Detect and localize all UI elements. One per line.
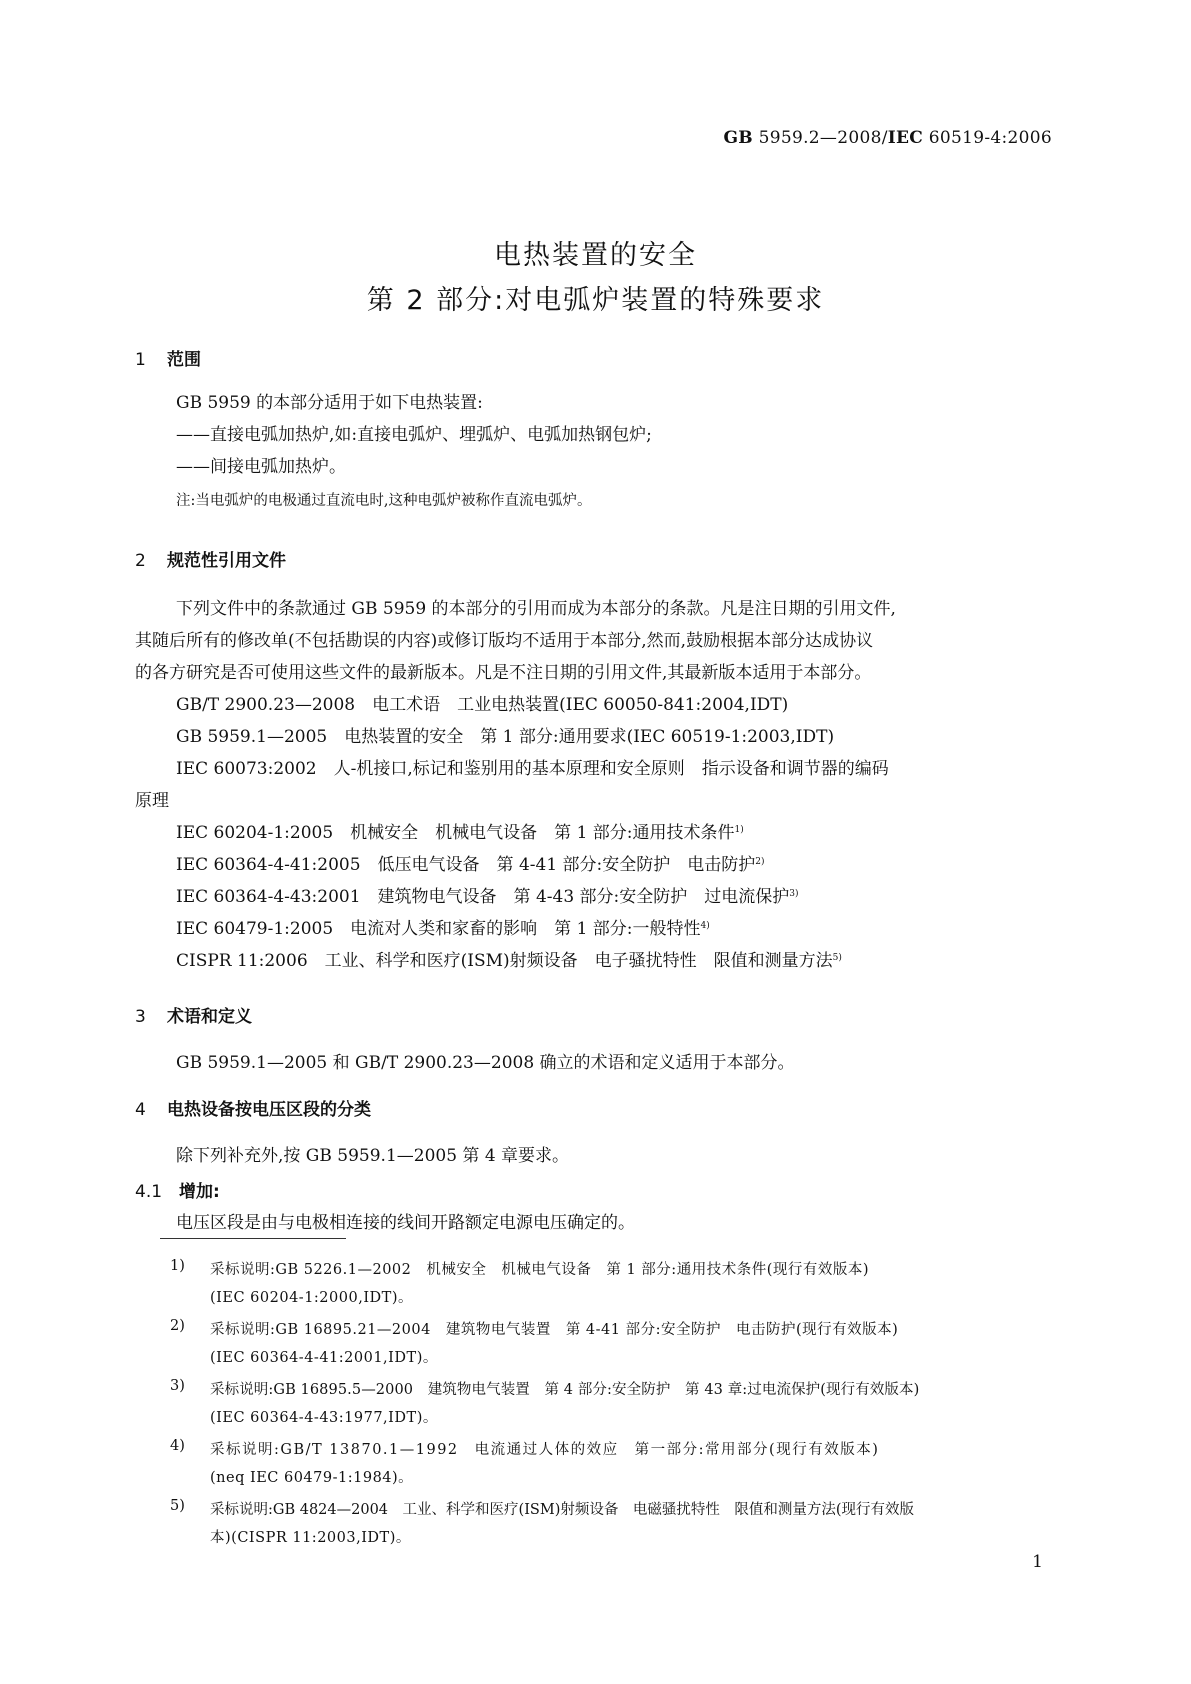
footnote-text: (neq IEC 60479-1:1984)。 xyxy=(210,1470,414,1486)
reference-text: IEC 60364-4-43:2001 建筑物电气设备 第 4-43 部分:安全防护 过电流保护 xyxy=(176,887,790,907)
section-number: 2 xyxy=(135,551,146,571)
scope-item: ——直接电弧加热炉,如:直接电弧炉、埋弧炉、电弧加热钢包炉; xyxy=(176,425,652,445)
page-number: 1 xyxy=(1032,1552,1043,1572)
footnote-text: 采标说明:GB 4824—2004 工业、科学和医疗(ISM)射频设备 电磁骚扰特性 限值和测量方法(现行有效版 xyxy=(210,1502,915,1518)
footnote-text: (IEC 60364-4-43:1977,IDT)。 xyxy=(210,1410,438,1426)
reference-item xyxy=(176,914,710,939)
footnote-text: 采标说明:GB 5226.1—2002 机械安全 机械电气设备 第 1 部分:通用技术条件(现行有效版本) xyxy=(210,1262,870,1278)
footnote-text: 本)(CISPR 11:2003,IDT)。 xyxy=(210,1530,411,1546)
section-title: 术语和定义 xyxy=(167,1007,252,1027)
section-number: 4 xyxy=(135,1100,146,1120)
reference-item-continued: 原理 xyxy=(135,791,169,811)
footnote-text: 采标说明:GB/T 13870.1—1992 电流通过人体的效应 第一部分:常用部分(现行有效版本) xyxy=(210,1442,880,1458)
refs-paragraph: 的各方研究是否可使用这些文件的最新版本。凡是不注日期的引用文件,其最新版本适用于本部分。 xyxy=(135,663,872,683)
section-3-heading xyxy=(135,1002,252,1027)
classification-text: 除下列补充外,按 GB 5959.1—2005 第 4 章要求。 xyxy=(176,1146,570,1166)
section-title: 电热设备按电压区段的分类 xyxy=(167,1100,371,1120)
reference-item xyxy=(176,882,799,907)
scope-note: 注:当电弧炉的电极通过直流电时,这种电弧炉被称作直流电弧炉。 xyxy=(176,493,592,509)
section-2-heading xyxy=(135,546,286,571)
section-title: 增加: xyxy=(179,1182,220,1202)
document-title: 电热装置的安全 xyxy=(494,240,697,271)
section-number: 4.1 xyxy=(135,1182,163,1202)
reference-item xyxy=(176,850,765,875)
code-prefix-2: IEC xyxy=(887,128,924,148)
refs-paragraph: 下列文件中的条款通过 GB 5959 的本部分的引用而成为本部分的条款。凡是注日期的引用文件, xyxy=(176,599,896,619)
reference-item xyxy=(176,946,842,971)
addition-text: 电压区段是由与电极相连接的线间开路额定电源电压确定的。 xyxy=(176,1213,635,1233)
reference-item: GB/T 2900.23—2008 电工术语 工业电热装置(IEC 60050-841:2004,IDT) xyxy=(176,695,789,715)
footnote-text: (IEC 60204-1:2000,IDT)。 xyxy=(210,1290,414,1306)
refs-paragraph: 其随后所有的修改单(不包括勘误的内容)或修订版均不适用于本部分,然而,鼓励根据本部分达成协议 xyxy=(135,631,874,651)
section-title: 范围 xyxy=(167,350,201,370)
footnote-marker: 1) xyxy=(734,825,744,835)
scope-intro: GB 5959 的本部分适用于如下电热装置: xyxy=(176,393,483,413)
section-4-1-heading xyxy=(135,1177,220,1202)
section-number: 3 xyxy=(135,1007,146,1027)
code-number: 5959.2—2008/ xyxy=(752,128,888,148)
section-1-heading xyxy=(135,345,201,370)
reference-text: IEC 60364-4-41:2005 低压电气设备 第 4-41 部分:安全防护 电击防护 xyxy=(176,855,756,875)
footnote-number: 5) xyxy=(170,1498,185,1514)
code-number-2: 60519-4:2006 xyxy=(923,128,1052,148)
section-title: 规范性引用文件 xyxy=(167,551,286,571)
reference-item xyxy=(176,818,744,843)
document-code xyxy=(723,128,1052,148)
reference-text: IEC 60479-1:2005 电流对人类和家畜的影响 第 1 部分:一般特性 xyxy=(176,919,701,939)
footnote-separator xyxy=(160,1238,346,1239)
footnote-marker: 2) xyxy=(755,857,765,867)
reference-text: IEC 60204-1:2005 机械安全 机械电气设备 第 1 部分:通用技术条件 xyxy=(176,823,735,843)
footnote-marker: 3) xyxy=(789,889,799,899)
document-subtitle: 第 2 部分:对电弧炉装置的特殊要求 xyxy=(366,285,825,316)
section-4-heading xyxy=(135,1095,371,1120)
scope-item: ——间接电弧加热炉。 xyxy=(176,457,346,477)
reference-item: IEC 60073:2002 人-机接口,标记和鉴别用的基本原理和安全原则 指示设备和调节器的编码 xyxy=(176,759,889,779)
section-number: 1 xyxy=(135,350,146,370)
footnote-marker: 5) xyxy=(832,953,842,963)
footnote-number: 2) xyxy=(170,1318,185,1334)
terms-text: GB 5959.1—2005 和 GB/T 2900.23—2008 确立的术语和定义适用于本部分。 xyxy=(176,1053,795,1073)
footnote-number: 4) xyxy=(170,1438,185,1454)
footnote-number: 1) xyxy=(170,1258,185,1274)
footnote-number: 3) xyxy=(170,1378,185,1394)
footnote-text: 采标说明:GB 16895.5—2000 建筑物电气装置 第 4 部分:安全防护 第 43 章:过电流保护(现行有效版本) xyxy=(210,1382,920,1398)
reference-text: CISPR 11:2006 工业、科学和医疗(ISM)射频设备 电子骚扰特性 限值和测量方法 xyxy=(176,951,833,971)
footnote-text: 采标说明:GB 16895.21—2004 建筑物电气装置 第 4-41 部分:安全防护 电击防护(现行有效版本) xyxy=(210,1322,899,1338)
reference-item: GB 5959.1—2005 电热装置的安全 第 1 部分:通用要求(IEC 60519-1:2003,IDT) xyxy=(176,727,835,747)
footnote-text: (IEC 60364-4-41:2001,IDT)。 xyxy=(210,1350,438,1366)
footnote-marker: 4) xyxy=(700,921,710,931)
code-prefix: GB xyxy=(723,128,753,148)
